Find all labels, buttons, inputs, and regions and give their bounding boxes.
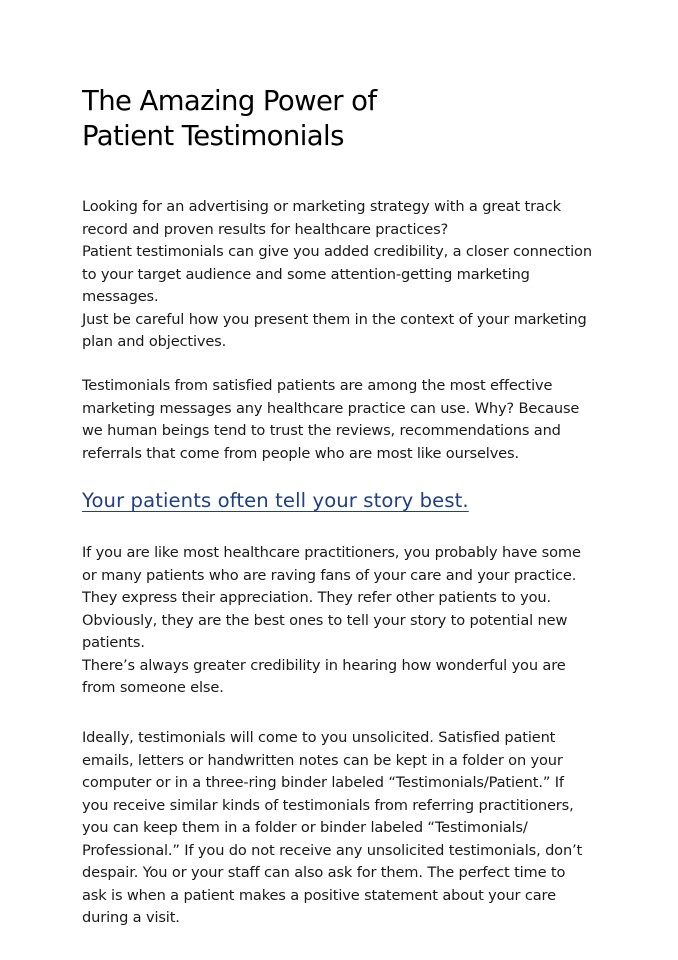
paragraph-line: Looking for an advertising or marketing strategy with a great track [82,198,561,215]
practitioners-paragraph [82,542,598,700]
intro-paragraph [82,196,598,354]
title-line: The Amazing Power of [82,85,377,117]
paragraph-line: you can keep them in a folder or binder labeled “Testimonials/ [82,819,528,836]
paragraph-line: referrals that come from people who are most like ourselves. [82,444,519,462]
paragraph-line: If you are like most healthcare practitioners, you probably have some [82,544,581,561]
paragraph-line: messages. [82,288,159,305]
paragraph-line: Obviously, they are the best ones to tell your story to potential new [82,611,568,629]
paragraph-line: Ideally, testimonials will come to you unsolicited. Satisfied patient [82,729,556,746]
paragraph-line: Testimonials from satisfied patients are among the most effective [82,377,553,394]
paragraph-line: marketing messages any healthcare practice can use. Why? Because [82,399,580,417]
paragraph-line: computer or in a three-ring binder labeled “Testimonials/Patient.” If [82,774,564,791]
paragraph-line: There’s always greater credibility in hearing how wonderful you are [82,656,566,674]
title-line: Patient Testimonials [82,120,344,152]
paragraph-line: from someone else. [82,679,224,696]
paragraph-line: or many patients who are raving fans of your care and your practice. [82,566,577,584]
paragraph-line: record and proven results for healthcare practices? [82,220,449,238]
page-title [82,84,602,154]
paragraph-line: ask is when a patient makes a positive statement about your care [82,886,556,904]
paragraph-line: you receive similar kinds of testimonials from referring practitioners, [82,796,574,814]
paragraph-line: during a visit. [82,909,180,926]
paragraph-line: emails, letters or handwritten notes can be kept in a folder on your [82,751,563,769]
unsolicited-paragraph [82,727,598,930]
paragraph-line: plan and objectives. [82,333,227,350]
paragraph-line: They express their appreciation. They refer other patients to you. [82,589,551,606]
paragraph-line: to your target audience and some attention-getting marketing [82,265,530,283]
section-subheading: Your patients often tell your story best. [82,489,469,512]
paragraph-line: Patient testimonials can give you added credibility, a closer connection [82,243,592,260]
paragraph-line: Professional.” If you do not receive any unsolicited testimonials, don’t [82,841,583,859]
paragraph-line: despair. You or your staff can also ask for them. The perfect time to [82,864,566,881]
testimonials-paragraph [82,375,598,465]
paragraph-line: Just be careful how you present them in the context of your marketing [82,310,587,328]
paragraph-line: patients. [82,634,145,651]
paragraph-line: we human beings tend to trust the reviews, recommendations and [82,422,561,439]
